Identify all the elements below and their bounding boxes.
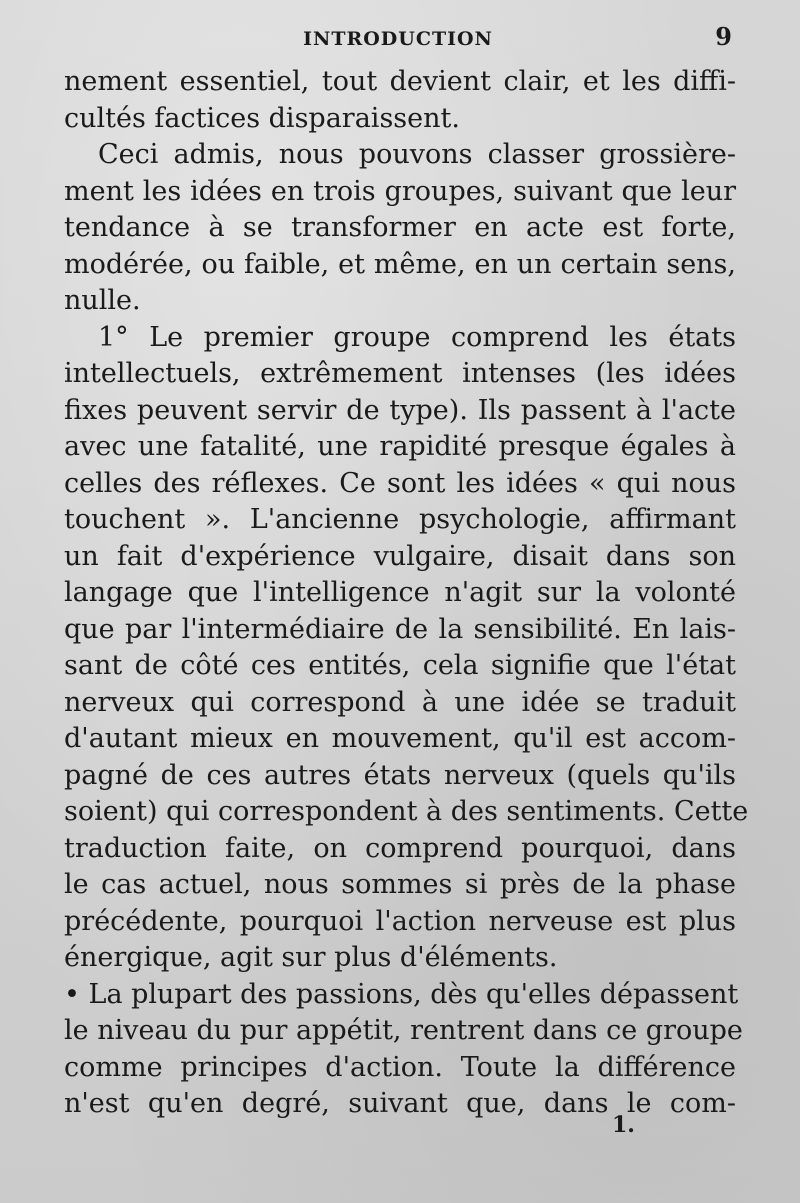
text-line: celles des réflexes. Ce sont les idées « qui nous bbox=[64, 467, 736, 499]
text-line: d'autant mieux en mouvement, qu'il est accom- bbox=[64, 723, 736, 754]
text-line: traduction faite, on comprend pourquoi, dans bbox=[64, 832, 736, 864]
text-line: n'est qu'en degré, suivant que, dans le com- bbox=[64, 1088, 736, 1119]
text-line: intellectuels, extrêmement intenses (les idées bbox=[64, 358, 736, 389]
text-line: nement essentiel, tout devient clair, et les diffi- bbox=[64, 66, 736, 97]
text-line: Ceci admis, nous pouvons classer grossière- bbox=[98, 139, 736, 170]
body-text bbox=[64, 64, 749, 1123]
text-line: ment les idées en trois groupes, suivant que leur bbox=[64, 175, 736, 207]
page-number: 9 bbox=[715, 22, 732, 51]
running-head bbox=[62, 22, 734, 52]
text-line: précédente, pourquoi l'action nerveuse est plus bbox=[64, 905, 736, 937]
text-line: nerveux qui correspond à une idée se traduit bbox=[64, 686, 736, 718]
text-line: • La plupart des passions, dès qu'elles dépassent bbox=[64, 978, 739, 1010]
text-line: 1° Le premier groupe comprend les états bbox=[98, 321, 736, 353]
text-line: que par l'intermédiaire de la sensibilité. En lais- bbox=[64, 613, 736, 645]
text-line: soient) qui correspondent à des sentiments. Cette bbox=[64, 796, 749, 827]
text-line: cultés factices disparaissent. bbox=[64, 102, 460, 134]
text-line: fixes peuvent servir de type). Ils passent à l'acte bbox=[64, 394, 736, 426]
text-line: sant de côté ces entités, cela signifie que l'état bbox=[64, 650, 736, 681]
signature-mark: 1. bbox=[612, 1112, 635, 1138]
text-line: modérée, ou faible, et même, en un certain sens, bbox=[64, 248, 736, 280]
text-line: avec une fatalité, une rapidité presque égales à bbox=[64, 431, 736, 462]
text-line: pagné de ces autres états nerveux (quels qu'ils bbox=[64, 759, 736, 791]
text-line: nulle. bbox=[64, 285, 141, 316]
text-line: langage que l'intelligence n'agit sur la volonté bbox=[64, 577, 736, 608]
text-line: le niveau du pur appétit, rentrent dans ce groupe bbox=[64, 1015, 743, 1046]
text-line: le cas actuel, nous sommes si près de la phase bbox=[64, 869, 736, 900]
text-line: énergique, agit sur plus d'éléments. bbox=[64, 942, 558, 973]
text-line: touchent ». L'ancienne psychologie, affirmant bbox=[64, 504, 736, 535]
text-line: comme principes d'action. Toute la différence bbox=[64, 1051, 736, 1083]
running-title: INTRODUCTION bbox=[303, 28, 493, 50]
text-line: tendance à se transformer en acte est forte, bbox=[64, 212, 736, 243]
text-line: un fait d'expérience vulgaire, disait dans son bbox=[64, 540, 736, 572]
